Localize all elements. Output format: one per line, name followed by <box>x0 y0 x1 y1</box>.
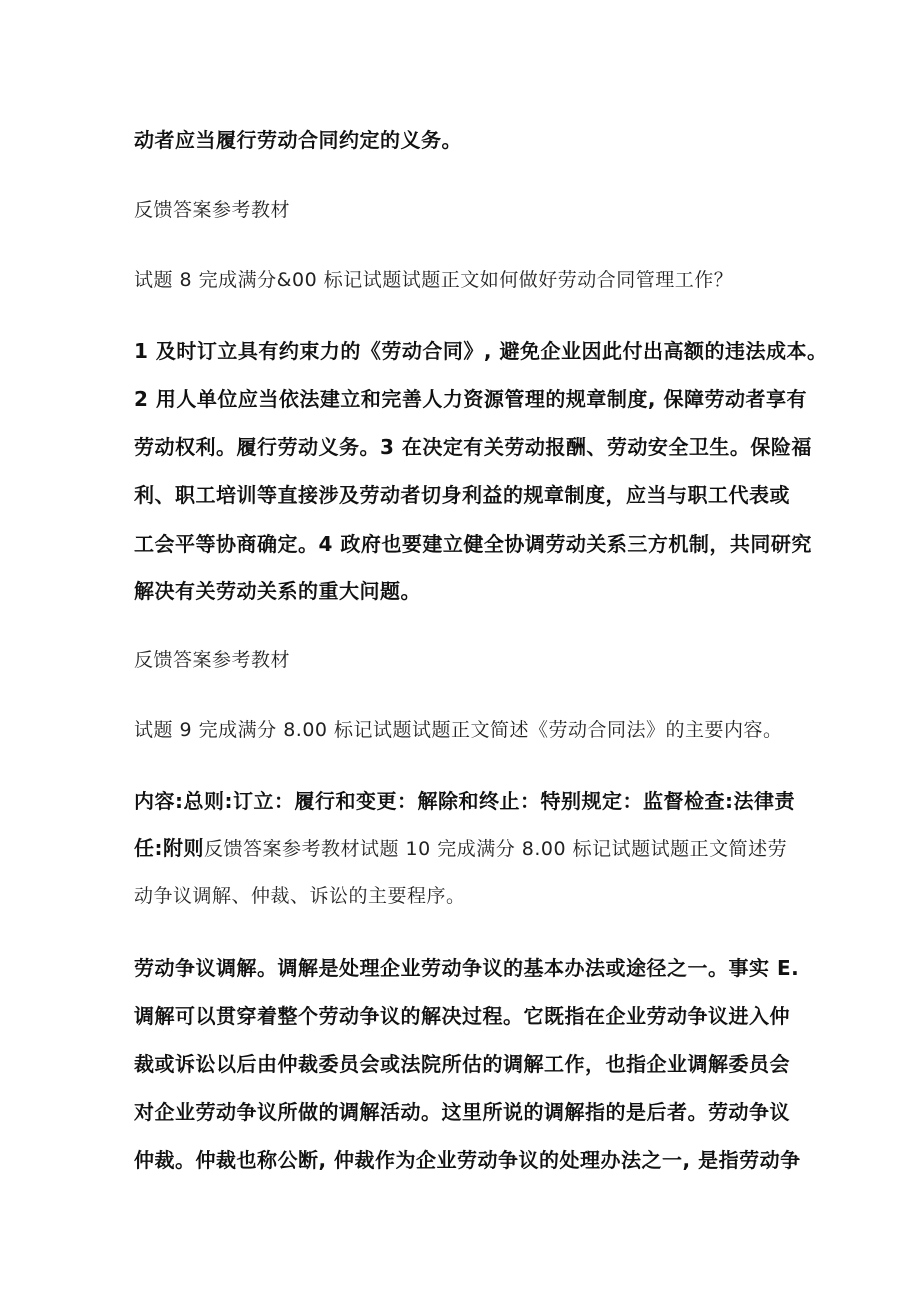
question-8-header: 试题 8 完成满分&00 标记试题试题正文如何做好劳动合同管理工作？ <box>134 269 734 291</box>
question-9-header: 试题 9 完成满分 8.00 标记试题试题正文简述《劳动合同法》的主要内容。 <box>134 719 783 741</box>
feedback-label: 反馈答案参考教材 <box>134 649 291 671</box>
answer-9-line <box>134 834 787 863</box>
question-10-header-segment: 反馈答案参考教材试题 10 完成满分 8.00 标记试题试题正文简述劳 <box>204 838 788 860</box>
answer-10-line: 劳动争议调解。调解是处理企业劳动争议的基本办法或途径之一。事实 E. <box>134 956 800 980</box>
answer-10-line: 调解可以贯穿着整个劳动争议的解决过程。它既指在企业劳动争议进入仲 <box>134 1004 790 1028</box>
feedback-label: 反馈答案参考教材 <box>134 199 291 221</box>
answer-8-line: 利、职工培训等直接涉及劳动者切身利益的规章制度，应当与职工代表或 <box>134 483 790 507</box>
paragraph-line: 动者应当履行劳动合同约定的义务。 <box>134 128 462 152</box>
question-10-header-line: 动争议调解、仲裁、诉讼的主要程序。 <box>134 885 466 907</box>
answer-9-line: 内容:总则:订立：履行和变更：解除和终止：特别规定：监督检查:法律责 <box>134 789 795 813</box>
answer-8-line: 解决有关劳动关系的重大问题。 <box>134 579 421 603</box>
answer-8-line: 2 用人单位应当依法建立和完善人力资源管理的规章制度, 保障劳动者享有 <box>134 387 807 411</box>
answer-8-line: 工会平等协商确定。4 政府也要建立健全协调劳动关系三方机制，共同研究 <box>134 532 812 556</box>
answer-8-line: 劳动权利。履行劳动义务。3 在决定有关劳动报酬、劳动安全卫生。保险福 <box>134 435 812 459</box>
answer-10-line: 对企业劳动争议所做的调解活动。这里所说的调解指的是后者。劳动争议 <box>134 1100 790 1124</box>
answer-9-bold-segment: 任:附则 <box>134 836 204 860</box>
answer-8-line: 1 及时订立具有约束力的《劳动合同》, 避免企业因此付出高额的违法成本。 <box>134 339 828 363</box>
answer-10-line: 仲裁。仲裁也称公断, 仲裁作为企业劳动争议的处理办法之一, 是指劳动争 <box>134 1148 801 1172</box>
answer-10-line: 裁或诉讼以后由仲裁委员会或法院所估的调解工作，也指企业调解委员会 <box>134 1052 790 1076</box>
